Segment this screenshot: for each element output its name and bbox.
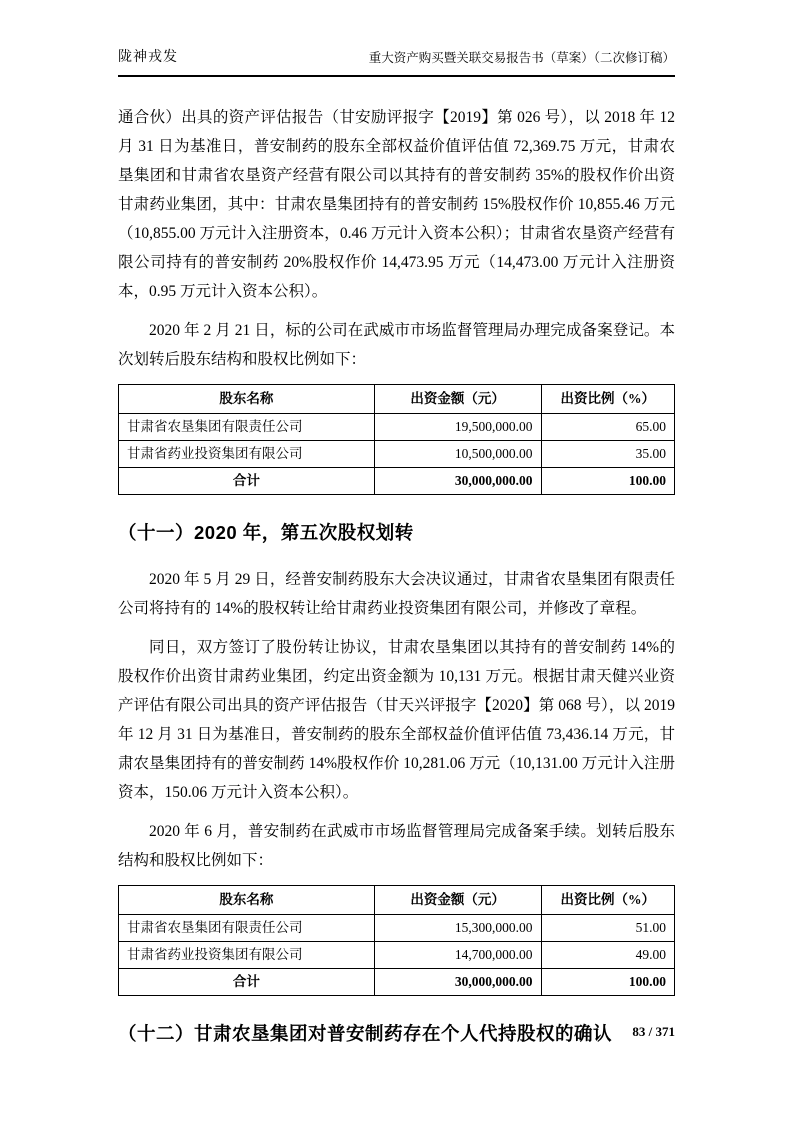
table-cell-shareholder: 甘肃省药业投资集团有限公司 [119, 942, 375, 969]
table-header-row [119, 385, 675, 414]
table-cell-shareholder: 甘肃省药业投资集团有限公司 [119, 441, 375, 468]
table-header-ratio: 出资比例（%） [541, 886, 674, 915]
table-cell-amount: 14,700,000.00 [374, 942, 541, 969]
table-cell-total-amount: 30,000,000.00 [374, 468, 541, 495]
paragraph-filing-2020-02: 2020 年 2 月 21 日，标的公司在武威市市场监督管理局办理完成备案登记。本次划转后股东结构和股权比例如下： [118, 322, 675, 368]
table-header-row [119, 886, 675, 915]
paragraph-resolution-2020-05: 2020 年 5 月 29 日，经普安制药股东大会决议通过，甘肃省农垦集团有限责任公司将持有的 14%的股权转让给甘肃药业投资集团有限公司，并修改了章程。 [118, 571, 675, 617]
table-cell-total-amount: 30,000,000.00 [374, 969, 541, 996]
table-cell-total-ratio: 100.00 [541, 969, 674, 996]
table-cell-ratio: 49.00 [541, 942, 674, 969]
table-cell-amount: 19,500,000.00 [374, 414, 541, 441]
section-heading-12: （十二）甘肃农垦集团对普安制药存在个人代持股权的确认 [118, 1023, 613, 1044]
table-total-row [119, 969, 675, 996]
table-cell-ratio: 51.00 [541, 915, 674, 942]
table-header-shareholder: 股东名称 [119, 385, 375, 414]
paragraph-valuation-continuation: 通合伙）出具的资产评估报告（甘安励评报字【2019】第 026 号），以 2018 年 12 月 31 日为基准日，普安制药的股东全部权益价值评估值 72,369.75 万元，甘肃农垦集团和甘肃省农垦资产经营有限公司以其持有的普安制药 35%的股权作价出资甘肃药业集团，其中：甘肃农垦集团持有的普安制药 15%股权作价 10,855.46 万元（10,855.00 万元计入注册资本，0.46 万元计入资本公积）；甘肃省农垦资产经营有限公司持有的普安制药 20%股权作价 14,473.95 万元（14,473.00 万元计入注册资本，0.95 万元计入资本公积）。 [118, 109, 675, 300]
table-cell-total-label: 合计 [119, 969, 375, 996]
table-cell-shareholder: 甘肃省农垦集团有限责任公司 [119, 915, 375, 942]
table-cell-amount: 15,300,000.00 [374, 915, 541, 942]
table-cell-ratio: 65.00 [541, 414, 674, 441]
shareholder-table-2 [118, 885, 675, 996]
table-cell-amount: 10,500,000.00 [374, 441, 541, 468]
paragraph-filing-2020-06: 2020 年 6 月，普安制药在武威市市场监督管理局完成备案手续。划转后股东结构和股权比例如下： [118, 823, 675, 869]
table-header-ratio: 出资比例（%） [541, 385, 674, 414]
section-heading-11: （十一）2020 年，第五次股权划转 [118, 522, 414, 543]
table-row [119, 414, 675, 441]
document-body [118, 103, 675, 1046]
shareholder-table-1 [118, 384, 675, 495]
table-row [119, 441, 675, 468]
table-total-row [119, 468, 675, 495]
table-header-amount: 出资金额（元） [374, 385, 541, 414]
table-header-amount: 出资金额（元） [374, 886, 541, 915]
table-row [119, 915, 675, 942]
table-cell-total-ratio: 100.00 [541, 468, 674, 495]
header-document-title: 重大资产购买暨关联交易报告书（草案）（二次修订稿） [368, 51, 675, 65]
header-company-name: 陇神戎发 [118, 50, 178, 65]
paragraph-transfer-agreement: 同日，双方签订了股份转让协议，甘肃农垦集团以其持有的普安制药 14%的股权作价出资甘肃药业集团，约定出资金额为 10,131 万元。根据甘肃天健兴业资产评估有限公司出具的资产评估报告（甘天兴评报字【2020】第 068 号），以 2019 年 12 月 31 日为基准日，普安制药的股东全部权益价值评估值 73,436.14 万元，甘肃农垦集团持有的普安制药 14%股权作价 10,281.06 万元（10,131.00 万元计入注册资本，150.06 万元计入资本公积）。 [118, 639, 675, 801]
table-cell-total-label: 合计 [119, 468, 375, 495]
page-header [118, 46, 675, 77]
table-cell-ratio: 35.00 [541, 441, 674, 468]
table-cell-shareholder: 甘肃省农垦集团有限责任公司 [119, 414, 375, 441]
page-number: 83 / 371 [632, 1024, 675, 1039]
table-header-shareholder: 股东名称 [119, 886, 375, 915]
table-row [119, 942, 675, 969]
